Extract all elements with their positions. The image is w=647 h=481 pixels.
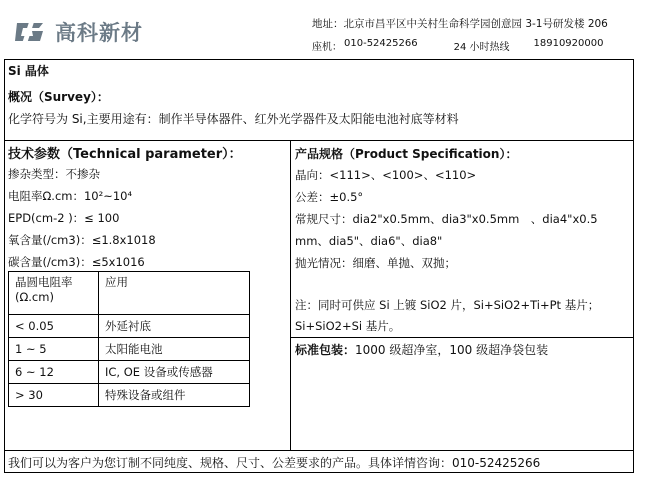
spec-note-cont: Si+SiO2+Si 基片。: [295, 319, 401, 333]
table-cell-resistivity: 1 ~ 5: [9, 338, 99, 361]
table-row: [9, 338, 250, 361]
table-row: [9, 361, 250, 384]
table-cell-resistivity: < 0.05: [9, 315, 99, 338]
resistivity-application-table: [8, 271, 250, 407]
letterhead: [0, 0, 647, 58]
product-name: Si 晶体: [8, 64, 49, 78]
spec-sizes-cont: mm、dia5"、dia6"、dia8": [295, 234, 443, 248]
table-cell-resistivity: 6 ~ 12: [9, 361, 99, 384]
packing-text: 1000 级超净室，100 级超净袋包装: [355, 343, 549, 357]
logo-mark-icon: [13, 19, 51, 45]
footer-contact: 我们可以为客户为您订制不同纯度、规格、尺寸、公差要求的产品。具体详情咨询：010-52425266: [8, 456, 541, 470]
table-cell-application: 太阳能电池: [99, 338, 250, 361]
spec-heading: 产品规格（Product Specification）：: [295, 147, 518, 161]
company-name: 高科新材: [55, 21, 143, 45]
table-row: [9, 384, 250, 407]
phone-label: 座机：: [312, 42, 342, 53]
tech-param-resistivity: 电阻率Ω.cm：10²~10⁴: [8, 189, 133, 203]
table-header-row: [9, 272, 250, 315]
divider: [4, 450, 634, 451]
table-header-application: 应用: [99, 272, 250, 315]
divider: [290, 337, 634, 338]
table-cell-application: 外延衬底: [99, 315, 250, 338]
tech-heading: 技术参数（Technical parameter）：: [8, 147, 242, 162]
tech-param-doping: 掺杂类型：不掺杂: [8, 167, 100, 181]
contact-line: [312, 38, 604, 53]
table-cell-application: 特殊设备或组件: [99, 384, 250, 407]
spec-orientation: 晶向：<111>、<100>、<110>: [295, 168, 477, 182]
company-logo: [13, 18, 143, 46]
tech-param-epd: EPD(cm-2 )：≤ 100: [8, 211, 120, 225]
column-divider: [290, 140, 291, 450]
tech-param-oxygen: 氧含量(/cm3)：≤1.8x1018: [8, 233, 156, 247]
hotline-number: 18910920000: [533, 38, 604, 49]
table-cell-resistivity: > 30: [9, 384, 99, 407]
packing-label: 标准包装：: [295, 343, 356, 357]
divider: [4, 140, 634, 141]
tech-param-carbon: 碳含量(/cm3)：≤5x1016: [8, 255, 145, 269]
spec-sizes: 常规尺寸：dia2"x0.5mm、dia3"x0.5mm 、dia4"x0.5: [295, 212, 598, 226]
spec-polish: 抛光情况：细磨、单抛、双抛；: [295, 256, 456, 270]
table-row: [9, 315, 250, 338]
phone-number: 010-52425266: [344, 38, 418, 49]
overview-text: 化学符号为 Si,主要用途有：制作半导体器件、红外光学器件及太阳能电池衬底等材料: [8, 112, 459, 126]
packing-info: [295, 341, 548, 358]
overview-heading: 概况（Survey）：: [8, 90, 109, 104]
table-cell-application: IC, OE 设备或传感器: [99, 361, 250, 384]
company-address: 地址：北京市昌平区中关村生命科学园创意园 3-1号研发楼 206: [312, 18, 608, 30]
spec-tolerance: 公差：±0.5°: [295, 190, 364, 204]
spec-note: 注：同时可供应 Si 上镀 SiO2 片，Si+SiO2+Ti+Pt 基片；: [295, 298, 600, 312]
table-header-resistivity: 晶圆电阻率 (Ω.cm): [9, 272, 99, 315]
hotline-label: 24 小时热线: [453, 42, 510, 53]
